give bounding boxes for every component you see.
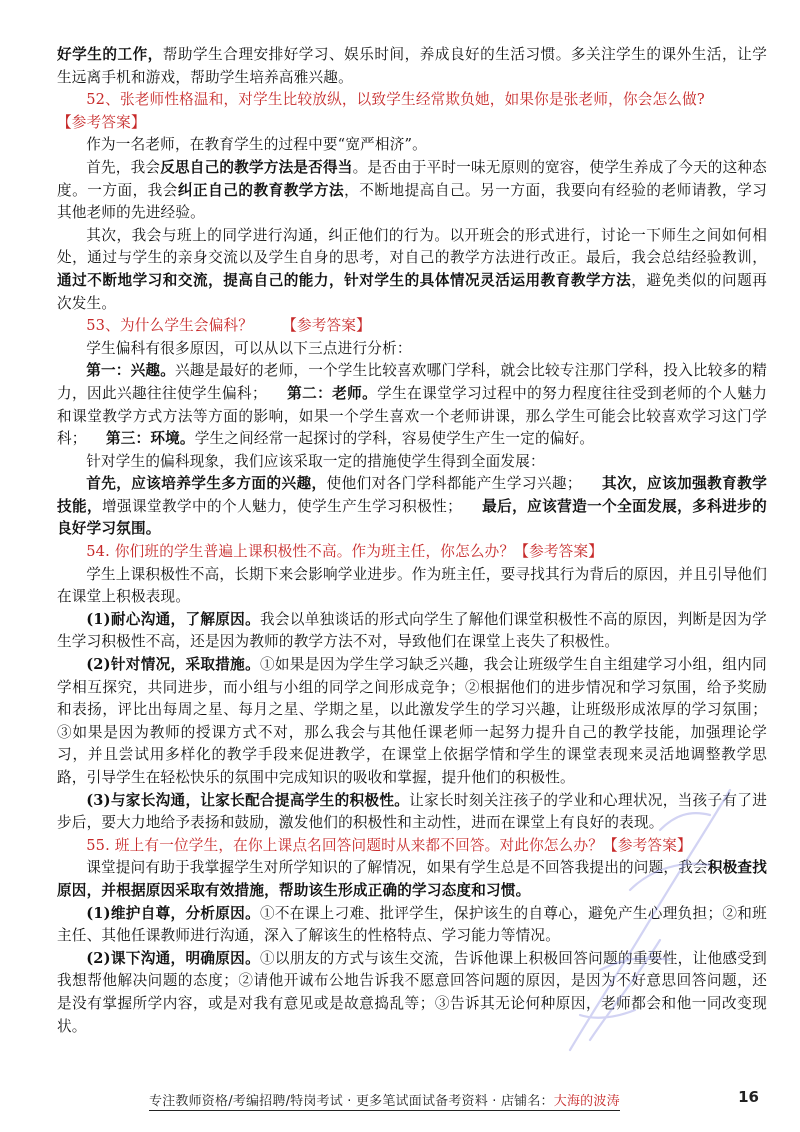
q52-p3-part: ，避免类似的问题再次发生。	[57, 271, 767, 312]
question-53-text: 53、为什么学生会偏科？	[86, 317, 254, 335]
footer-shop-name: 大海的波涛	[553, 1094, 620, 1109]
q53-p2-part: 学生在课堂学习过程中的努力程度往往受到老师的个人魅力和课堂教学方式方法等方面的影响，如果一个学生喜欢一个老师讲课，那么学生可能会比较喜欢学习这门学科；	[57, 384, 767, 448]
intro-paragraph	[57, 44, 767, 89]
q55-p3-bold: (2)课下沟通，明确原因。	[86, 949, 261, 967]
question-55-text: 55. 班上有一位学生，在你上课点名回答问题时从来都不回答。对此你怎么办？	[86, 836, 604, 854]
q54-paragraph-1: 学生上课积极性不高，长期下来会影响学业进步。作为班主任，要寻找其行为背后的原因，并且引导他们在课堂上积极表现。	[57, 565, 767, 606]
q52-p2-part: 。是否由于平时一味无原则的宽容，使学生养成了今天的这种态度。一方面，我会	[57, 158, 767, 199]
q53-p4-part: 增强课堂教学中的个人魅力，使学生产生学习积极性；	[102, 497, 462, 515]
question-53	[57, 315, 767, 338]
q53-p2-bold: 第三：环境。	[105, 430, 195, 448]
q52-p2-part: ，不断地提高自己。另一方面，我要向有经验的老师请教，学习其他老师的先进经验。	[57, 181, 767, 222]
q52-paragraph-3	[57, 225, 767, 315]
q55-p1-part: 课堂提问有助于我掌握学生对所学知识的了解情况，如果有学生总是不回答我提出的问题，我会	[86, 859, 708, 877]
question-52	[57, 89, 767, 112]
q53-p4-bold: 最后，应该营造一个全面发展，多科进步的良好学习氛围。	[57, 497, 767, 538]
q54-p2-part: 我会以单独谈话的形式向学生了解他们课堂积极性不高的原因，判断是因为学生学习积极性不高，还是因为教师的教学方法不对，导致他们在课堂上丧失了积极性。	[57, 610, 767, 651]
q54-p4-bold: (3)与家长沟通，让家长配合提高学生的积极性。	[86, 791, 410, 809]
page-footer	[57, 1084, 767, 1112]
q53-paragraph-3: 针对学生的偏科现象，我们应该采取一定的措施使学生得到全面发展：	[86, 452, 545, 470]
q53-p2-bold: 第一：兴趣。	[86, 362, 175, 380]
q55-paragraph-3	[57, 948, 767, 1038]
q54-paragraph-3	[57, 654, 767, 790]
question-54	[57, 541, 767, 564]
question-55	[57, 835, 767, 858]
intro-text: 帮助学生合理安排好学习、娱乐时间，养成良好的生活习惯。多关注学生的课外生活，让学生远离手机和游戏，帮助学生培养高雅兴趣。	[57, 46, 767, 86]
q54-p2-bold: (1)耐心沟通，了解原因。	[86, 610, 261, 628]
q54-p3-part: ①如果是因为学生学习缺乏兴趣，我会让班级学生自主组建学习小组，组内同学相互探究，共同进步，而小组与小组的同学之间形成竞争；②根据他们的进步情况和学习氛围，给予奖励和表扬，评比出每周之星、每月之星、学期之星，以此激发学生的学习兴趣，让班级形成浓厚的学习氛围；③如果是因为教师的授课方式不对，那么我会与其他任课老师一起努力提升自己的教学技能，加强理论学习，并且尝试用多样化的教学手段来促进教学，在课堂上依据学情和学生的课堂表现来灵活地调整教学思路，引导学生在轻松快乐的氛围中完成知识的吸收和掌握，提升他们的积极性。	[57, 656, 767, 786]
q52-p2-part: 首先，我会	[86, 158, 161, 176]
q52-paragraph-2	[57, 157, 767, 225]
question-52-text: 52、张老师性格温和，对学生比较放纵，以致学生经常欺负她，如果你是张老师，你会怎么做?	[86, 91, 705, 109]
answer-label-53: 【参考答案】	[282, 317, 371, 335]
q55-p2-part: ①不在课上刁难、批评学生，保护该生的自尊心，避免产生心理负担；②和班主任、其他任课教师进行沟通，深入了解该生的性格特点、学习能力等情况。	[57, 904, 767, 945]
page-content	[57, 44, 767, 1038]
question-54-text: 54. 你们班的学生普遍上课积极性不高。作为班主任，你怎么办？	[86, 543, 515, 561]
q54-p4-part: 让家长时刻关注孩子的学业和心理状况，当孩子有了进步后，要大力地给予表扬和鼓励，激发他们的积极性和主动性，进而在课堂上有良好的表现。	[57, 791, 767, 832]
q52-p3-bold: 通过不断地学习和交流，提高自己的能力，针对学生的具体情况灵活运用教育教学方法	[57, 271, 632, 289]
q54-paragraph-2	[57, 609, 767, 654]
answer-label-52	[57, 112, 767, 135]
q52-p3-part: 其次，我会与班上的同学进行沟通，纠正他们的行为。以开班会的形式进行，讨论一下师生之间如何相处，通过与学生的亲身交流以及学生自身的思考，对自己的教学方法进行改正。最后，我会总结经验教训，	[57, 226, 767, 267]
q53-paragraph-1: 学生偏科有很多原因，可以从以下三点进行分析：	[86, 339, 412, 357]
q53-paragraph-2	[57, 360, 767, 450]
footer-text	[149, 1090, 620, 1111]
page-number: 16	[738, 1088, 759, 1106]
q55-paragraph-1	[57, 857, 767, 902]
footer-description: 专注教师资格/考编招聘/特岗考试 · 更多笔试面试备考资料 · 店铺名：	[149, 1094, 554, 1109]
q53-p2-part: 兴趣是最好的老师，一个学生比较喜欢哪门学科，就会比较专注那门学科，投入比较多的精力，因此兴趣往往使学生偏科；	[57, 362, 767, 402]
intro-bold: 好学生的工作，	[57, 46, 163, 63]
q53-paragraph-4	[57, 473, 767, 541]
q55-paragraph-2	[57, 903, 767, 948]
q52-paragraph-1: 作为一名老师，在教育学生的过程中要“宽严相济”。	[86, 136, 427, 154]
answer-label-54: 【参考答案】	[514, 543, 604, 561]
q53-p4-bold: 其次，应该加强教育教学技能，	[57, 475, 768, 515]
q55-p2-bold: (1)维护自尊，分析原因。	[86, 904, 261, 922]
q53-p4-part: 使他们对各门学科都能产生学习兴趣；	[326, 475, 582, 493]
q52-p2-bold: 纠正自己的教育教学方法	[177, 181, 345, 199]
q53-p2-bold: 第二：老师。	[287, 384, 378, 402]
q54-p3-bold: (2)针对情况，采取措施。	[86, 656, 261, 674]
answer-label-55: 【参考答案】	[603, 836, 692, 854]
q53-p2-part: 学生之间经常一起探讨的学科，容易使学生产生一定的偏好。	[194, 430, 595, 448]
answer-label-52-text: 【参考答案】	[57, 113, 146, 131]
q55-p3-part: ①以朋友的方式与该生交流，告诉他课上积极回答问题的重要性，让他感受到我想帮他解决问题的态度；②请他开诚布公地告诉我不愿意回答问题的原因，是因为不好意思回答问题，还是没有掌握所学内容，或是对我有意见或是故意捣乱等；③告诉其无论何种原因，老师都会和他一同改变现状。	[57, 949, 767, 1035]
q52-p2-bold: 反思自己的教学方法是否得当	[160, 158, 353, 176]
q54-paragraph-4	[57, 790, 767, 835]
q53-p4-bold: 首先，应该培养学生多方面的兴趣，	[86, 475, 327, 493]
q55-p1-bold: 积极查找原因，并根据原因采取有效措施，帮助该生形成正确的学习态度和习惯。	[57, 859, 767, 899]
